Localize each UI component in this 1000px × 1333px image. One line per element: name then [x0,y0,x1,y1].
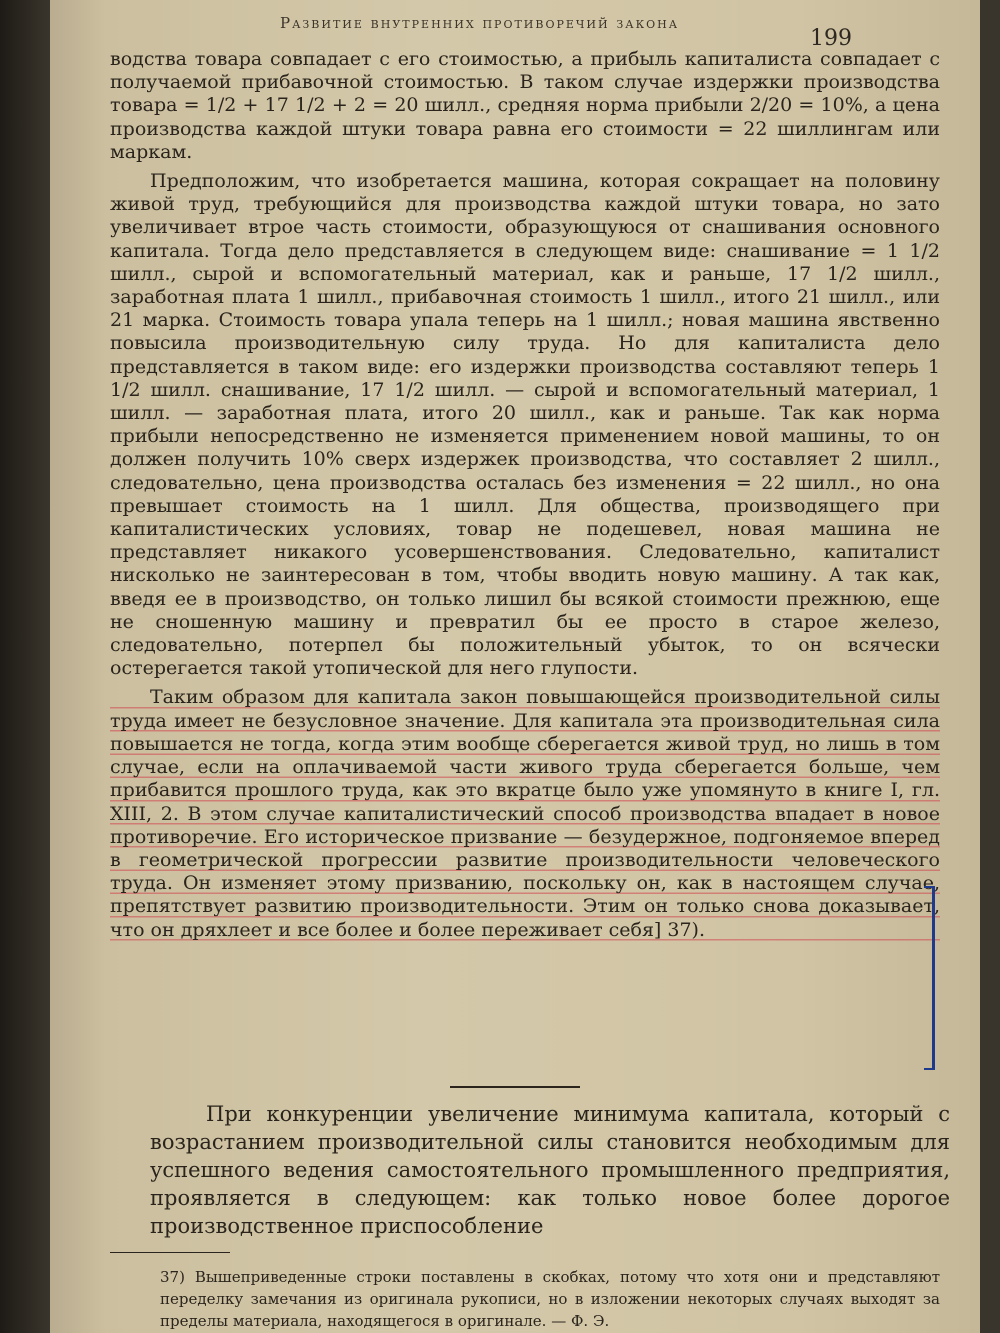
section-divider [450,1086,580,1088]
paragraph-3-highlighted: Таким образом для капитала закон повышающейся производительной силы труда имеет не безусловное значение. Для капитала эта производительная сила повышается не тогда, когда этим вообще сберегается живой труд, но лишь в том случае, если на оплачиваемой части живого труда сберегается больше, чем прибавится прошлого труда, как это вкратце было уже упомянуто в книге I, гл. XIII, 2. В этом случае капиталистический способ производства впадает в новое противоречие. Его историческое призвание — безудержное, подгоняемое вперед в геометрической прогрессии развитие производительности человеческого труда. Он изменяет этому призванию, поскольку он, как в настоящем случае, препятствует развитию производительности. Этим он только снова доказывает, что он дряхлеет и все более и более переживает себя] 37). [110,686,940,941]
section-two-text [150,1100,950,1240]
book-page [50,0,980,1333]
main-text [110,48,940,948]
page-number: 199 [810,26,852,51]
paragraph-4: При конкуренции увеличение минимума капитала, который с возрастанием производительной силы становится необходимым для успешного ведения самостоятельного промышленного предприятия, проявляется в следующем: как только новое более дорогое производственное приспособление [150,1102,950,1238]
running-head: Развитие внутренних противоречий закона [280,14,680,32]
footnote: 37) Вышеприведенные строки поставлены в скобках, потому что хотя они и представляют переделку замечания из оригинала рукописи, но в изложении некоторых случаях выходят за пределы материала, находящегося в оригинале. — Ф. Э. [160,1268,940,1330]
footnote-rule [110,1252,230,1253]
pen-bracket-mark [924,886,935,1070]
paragraph-2: Предположим, что изобретается машина, которая сокращает на половину живой труд, требующийся для производства каждой штуки товара, но зато увеличивает втрое часть стоимости, образующуюся от снашивания основного капитала. Тогда дело представляется в следующем виде: снашивание = 1 1/2 шилл., сырой и вспомогательный материал, как и раньше, 17 1/2 шилл., заработная плата 1 шилл., прибавочная стоимость 1 шилл., итого 21 шилл., или 21 марка. Стоимость товара упала теперь на 1 шилл.; новая машина явственно повысила производительную силу труда. Но для капиталиста дело представляется в таком виде: его издержки производства составляют теперь 1 1/2 шилл. снашивание, 17 1/2 шилл. — сырой и вспомогательный материал, 1 шилл. — заработная плата, итого 20 шилл., как и раньше. Так как норма прибыли непосредственно не изменяется применением новой машины, то он должен получить 10% сверх издержек производства, что составляет 2 шилл., следовательно, цена производства осталась без изменения = 22 шилл., но она превышает стоимость на 1 шилл. Для общества, производящего при капиталистических условиях, товар не подешевел, новая машина не представляет никакого усовершенствования. Следовательно, капиталист нисколько не заинтересован в том, чтобы вводить новую машину. А так как, введя ее в производство, он только лишил бы всякой стоимости прежнюю, еще не сношенную машину и превратил бы ее просто в старое железо, следовательно, потерпел бы положительный убыток, то он всячески остерегается такой утопической для него глупости. [110,170,940,680]
paragraph-1: водства товара совпадает с его стоимостью, а прибыль капиталиста совпадает с получаемой прибавочной стоимостью. В таком случае издержки производства товара = 1/2 + 17 1/2 + 2 = 20 шилл., средняя норма прибыли 2/20 = 10%, а цена производства каждой штуки товара равна его стоимости = 22 шиллингам или маркам. [110,48,940,163]
book-spine-shadow [0,0,50,1333]
